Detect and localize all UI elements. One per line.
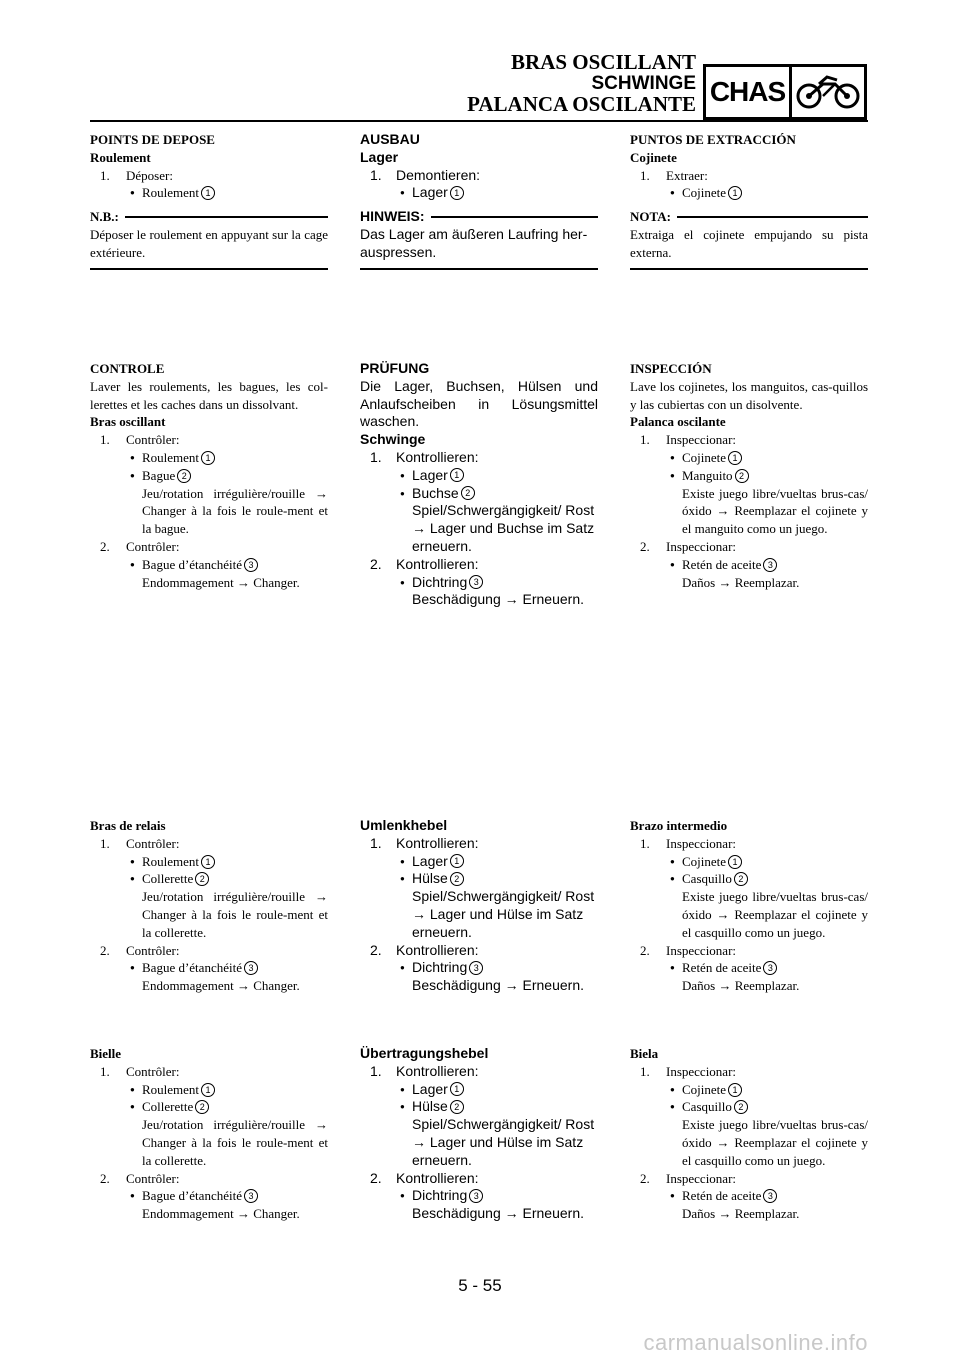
fr-check-heading: CONTROLE (90, 361, 165, 376)
es-removal-heading: PUNTOS DE EXTRACCIÓN (630, 132, 796, 147)
fr-swingarm-heading: Bras oscillant (90, 414, 166, 430)
motorcycle-icon (792, 67, 864, 117)
fr-note-end-rule (90, 268, 328, 270)
header-titles (467, 52, 696, 115)
callout-1-icon: 1 (728, 451, 742, 465)
callout-2-icon: 2 (195, 872, 209, 886)
fr-check-s1-desc: Jeu/rotation irrégulière/rouille → Changer à la fois le roule-ment et la bague. (142, 485, 328, 537)
fr-removal-heading: POINTS DE DEPOSE (90, 132, 215, 147)
fr-check-section: CONTROLE Laver les roulements, les bagues, les col-lerettes et les caches dans un dissolvant. Bras oscillant 1. Contrôler: ● Roulement 1 ● Bague 2 Jeu/rotation irrégulière/rouille → Changer à la fois le roule-ment et la bague. 2. Contrôler: ● Bague d’étanchéité 3 Endommagement → Changer. (90, 360, 328, 591)
de-relay-heading: Umlenkhebel (360, 817, 448, 833)
callout-1-icon: 1 (450, 468, 464, 482)
fr-rod-heading: Bielle (90, 1046, 122, 1061)
callout-2-icon: 2 (735, 469, 749, 483)
de-check-heading: PRÜFUNG (360, 360, 430, 376)
es-check-section: INSPECCIÓN Lave los cojinetes, los manguitos, cas-quillos y las cubiertas con un disolvente. Palanca oscilante 1. Inspeccionar: ● Cojinete 1 ● Manguito 2 Existe juego libre/vueltas brus-cas/óxido → Reemplazar el cojinete y el manguito como un juego. 2. Inspeccionar: ● Retén de aceite 3 Daños → Reemplazar. (630, 360, 868, 591)
es-rod-section: Biela 1. Inspeccionar: ● Cojinete 1 ● Casquillo 2 Existe juego libre/vueltas brus-cas/óxido → Reemplazar el cojinete y el casquillo como un juego. 2. Inspeccionar: ● Retén de aceite 3 Daños → Reemplazar. (630, 1045, 868, 1223)
fr-rod-section: Bielle 1. Contrôler: ● Roulement 1 ● Collerette 2 Jeu/rotation irrégulière/rouille → Changer à la fois le roule-ment et la collerette. 2. Contrôler: ● Bague d’étanchéité 3 Endommagement → Changer. (90, 1045, 328, 1223)
es-check-intro: Lave los cojinetes, los manguitos, cas-quillos y las cubiertas con un disolvente. (630, 378, 868, 412)
es-swingarm-heading: Palanca oscilante (630, 414, 726, 430)
callout-2-icon: 2 (195, 1100, 209, 1114)
callout-3-icon: 3 (763, 558, 777, 572)
de-check-intro: Die Lager, Buchsen, Hülsen und Anlaufscheiben in Lösungsmittel waschen. (360, 377, 598, 430)
es-note-end-rule (630, 268, 868, 270)
fr-note-header: N.B.: (90, 208, 328, 226)
callout-1-icon: 1 (201, 855, 215, 869)
de-removal-section: AUSBAU Lager 1. Demontieren: ● Lager 1 HINWEIS: Das Lager am äußeren Laufring her-auspressen. (360, 131, 598, 270)
fr-removal-section (90, 131, 328, 270)
fr-check-s2-desc: Endommagement → Changer. (142, 574, 300, 590)
title-french: BRAS OSCILLANT (511, 50, 696, 74)
callout-1-icon: 1 (728, 855, 742, 869)
fr-check-step1: 1. Contrôler: (100, 432, 180, 448)
callout-3-icon: 3 (469, 961, 483, 975)
title-german: SCHWINGE (591, 73, 696, 94)
callout-2-icon: 2 (461, 486, 475, 500)
callout-1-icon: 1 (450, 186, 464, 200)
de-removal-heading: AUSBAU (360, 131, 420, 147)
callout-3-icon: 3 (763, 961, 777, 975)
title-spanish: PALANCA OSCILANTE (467, 92, 696, 116)
callout-1-icon: 1 (450, 854, 464, 868)
page-number: 5 - 55 (458, 1276, 502, 1295)
fr-note-text: Déposer le roulement en appuyant sur la cage extérieure. (90, 226, 328, 260)
de-note-text: Das Lager am äußeren Laufring her-auspressen. (360, 225, 588, 260)
es-relay-heading: Brazo intermedio (630, 818, 728, 833)
de-note-end-rule (360, 268, 598, 270)
de-removal-part: Lager (360, 148, 399, 165)
fr-relay-heading: Bras de relais (90, 818, 166, 833)
de-rod-section: Übertragungshebel 1. Kontrollieren: ● Lager 1 ● Hülse 2 Spiel/Schwergängigkeit/ Rost → Lager und Hülse im Satz erneuern. 2. Kontrollieren: ● Dichtring 3 Beschädigung → Erneuern. (360, 1045, 598, 1223)
fr-check-step2: 2. Contrôler: (100, 538, 180, 554)
callout-3-icon: 3 (469, 575, 483, 589)
es-rod-heading: Biela (630, 1046, 659, 1061)
header-rule (90, 120, 868, 122)
de-rod-heading: Übertragungshebel (360, 1045, 489, 1061)
callout-3-icon: 3 (244, 1189, 258, 1203)
de-check-section: PRÜFUNG Die Lager, Buchsen, Hülsen und Anlaufscheiben in Lösungsmittel waschen. Schwinge 1. Kontrollieren: ● Lager 1 ● Buchse 2 Spiel/Schwergängigkeit/ Rost → Lager und Buchse im Satz erneuern. 2. Kontrollieren: ● Dichtring 3 Beschädigung → Erneuern. (360, 360, 598, 609)
callout-1-icon: 1 (201, 1083, 215, 1097)
de-note-header: HINWEIS: (360, 208, 598, 226)
es-removal-part: Cojinete (630, 149, 677, 165)
callout-2-icon: 2 (450, 872, 464, 886)
callout-1-icon: 1 (728, 186, 742, 200)
watermark: carmanualsonline.info (643, 1330, 868, 1355)
callout-3-icon: 3 (763, 1189, 777, 1203)
chas-badge (703, 64, 867, 120)
callout-1-icon: 1 (450, 1082, 464, 1096)
callout-2-icon: 2 (734, 872, 748, 886)
callout-2-icon: 2 (734, 1100, 748, 1114)
es-removal-section: PUNTOS DE EXTRACCIÓN Cojinete 1. Extraer: ● Cojinete 1 NOTA: Extraiga el cojinete empujando su pista externa. (630, 131, 868, 270)
callout-1-icon: 1 (201, 186, 215, 200)
callout-1-icon: 1 (728, 1083, 742, 1097)
de-relay-section: Umlenkhebel 1. Kontrollieren: ● Lager 1 ● Hülse 2 Spiel/Schwergängigkeit/ Rost → Lager und Hülse im Satz erneuern. 2. Kontrollieren: ● Dichtring 3 Beschädigung → Erneuern. (360, 817, 598, 995)
de-swingarm-heading: Schwinge (360, 431, 426, 448)
callout-3-icon: 3 (469, 1189, 483, 1203)
es-note-text: Extraiga el cojinete empujando su pista externa. (630, 226, 868, 260)
fr-removal-part: Roulement (90, 149, 151, 165)
es-relay-section: Brazo intermedio 1. Inspeccionar: ● Cojinete 1 ● Casquillo 2 Existe juego libre/vueltas brus-cas/óxido → Reemplazar el cojinete y el casquillo como un juego. 2. Inspeccionar: ● Retén de aceite 3 Daños → Reemplazar. (630, 817, 868, 995)
callout-3-icon: 3 (244, 961, 258, 975)
fr-removal-step1: 1. Déposer: (100, 167, 173, 183)
callout-3-icon: 3 (244, 558, 258, 572)
fr-removal-item1: ● Roulement 1 (90, 184, 328, 202)
es-note-header: NOTA: (630, 208, 868, 226)
chas-label: CHAS (706, 67, 792, 117)
callout-2-icon: 2 (450, 1100, 464, 1114)
callout-2-icon: 2 (177, 469, 191, 483)
fr-relay-section: Bras de relais 1. Contrôler: ● Roulement 1 ● Collerette 2 Jeu/rotation irrégulière/rouille → Changer à la fois le roule-ment et la collerette. 2. Contrôler: ● Bague d’étanchéité 3 Endommagement → Changer. (90, 817, 328, 995)
fr-check-intro: Laver les roulements, les bagues, les col-lerettes et les caches dans un dissolvant. (90, 378, 328, 412)
callout-1-icon: 1 (201, 451, 215, 465)
es-check-heading: INSPECCIÓN (630, 361, 712, 376)
